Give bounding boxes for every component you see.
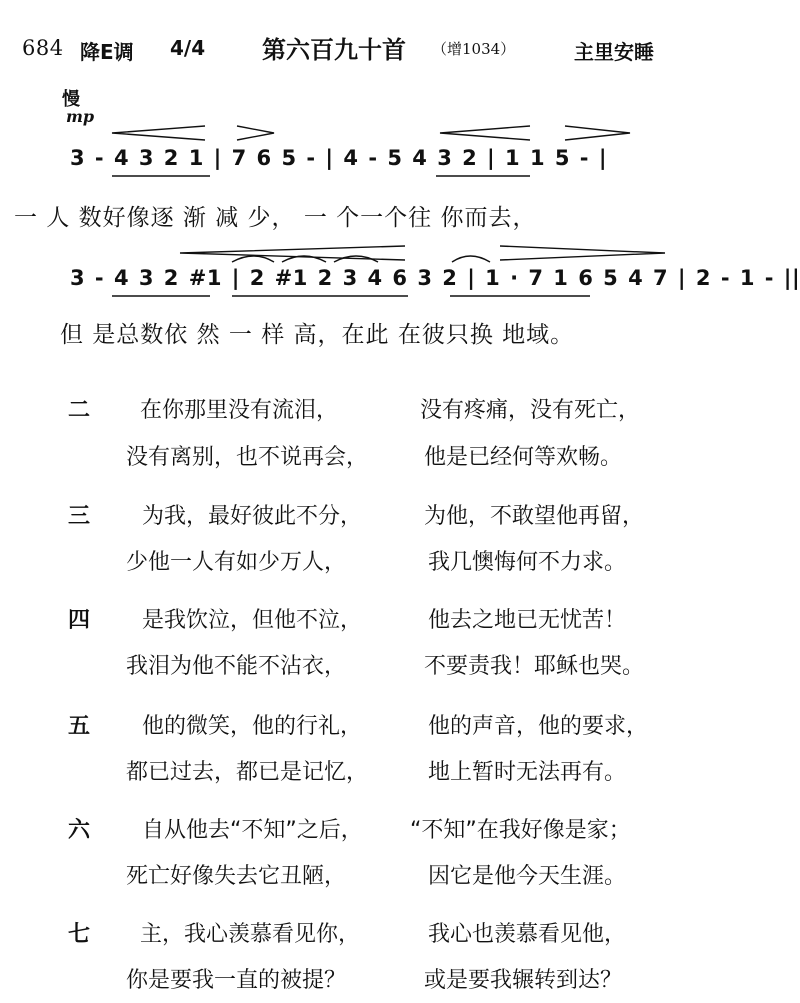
verse-number: 六 — [68, 818, 91, 843]
hymn-number: 684 — [22, 36, 64, 60]
verse-line: 没有疼痛，没有死亡， — [420, 398, 641, 423]
verse-line: 他的微笑，他的行礼， — [142, 714, 363, 739]
music-line-1: 3 - 4 3 2 1 | 7 6 5 - | 4 - 5 4 3 2 | 1 1 5 - | — [70, 146, 607, 170]
verse-number: 四 — [68, 608, 91, 633]
verse-line: 他是已经何等欢畅。 — [424, 445, 623, 470]
verse-line: 自从他去“不知”之后， — [142, 818, 363, 843]
verse-number: 五 — [68, 714, 91, 739]
key-signature: 降E调 — [80, 40, 134, 64]
lyric-line-1: 一 人 数好像逐 渐 减 少， 一 个一个往 你而去， — [14, 205, 537, 231]
verse-line: 没有离别，也不说再会， — [126, 445, 369, 470]
verse-line: 他的声音，他的要求， — [428, 714, 649, 739]
verse-number: 七 — [68, 922, 91, 947]
verse-line: 死亡好像失去它丑陋， — [126, 864, 347, 889]
verse-line: 都已过去，都已是记忆， — [126, 760, 369, 785]
verse-line: 因它是他今天生涯。 — [428, 864, 627, 889]
verse-line: 你是要我一直的被提？ — [126, 968, 347, 993]
verse-line: 我几懊悔何不力求。 — [428, 550, 627, 575]
hymn-subtitle: 主里安睡 — [574, 40, 654, 64]
dynamic-marking: mp — [66, 107, 95, 126]
verse-line: 是我饮泣，但他不泣， — [142, 608, 363, 633]
verse-line: 为他，不敢望他再留， — [424, 504, 645, 529]
verse-line: 我泪为他不能不沾衣， — [126, 654, 347, 679]
verse-line: 他去之地已无忧苦！ — [428, 608, 627, 633]
supplement-number: （增1034） — [432, 40, 516, 58]
verse-number: 二 — [68, 398, 91, 423]
time-signature: 4/4 — [170, 36, 206, 60]
lyric-line-2: 但 是总数依 然 一 样 高，在此 在彼只换 地域。 — [60, 322, 575, 348]
verse-line: 为我，最好彼此不分， — [142, 504, 363, 529]
music-line-2: 3 - 4 3 2 #1 | 2 #1 2 3 4 6 3 2 | 1 · 7 1 6 5 4 7 | 2 - 1 - || — [70, 266, 800, 290]
verse-line: 不要责我！耶稣也哭。 — [424, 654, 645, 679]
hymn-title: 第六百九十首 — [262, 36, 406, 64]
verse-line: 在你那里没有流泪， — [140, 398, 339, 423]
verse-line: 主，我心羡慕看见你， — [140, 922, 361, 947]
tempo-marking: 慢 — [62, 89, 80, 110]
verse-line: 或是要我辗转到达？ — [424, 968, 623, 993]
verse-number: 三 — [68, 504, 91, 529]
verse-line: 地上暂时无法再有。 — [428, 760, 627, 785]
verse-line: 我心也羡慕看见他， — [428, 922, 627, 947]
verse-line: 少他一人有如少万人， — [126, 550, 347, 575]
verse-line: “不知”在我好像是家； — [410, 818, 631, 843]
